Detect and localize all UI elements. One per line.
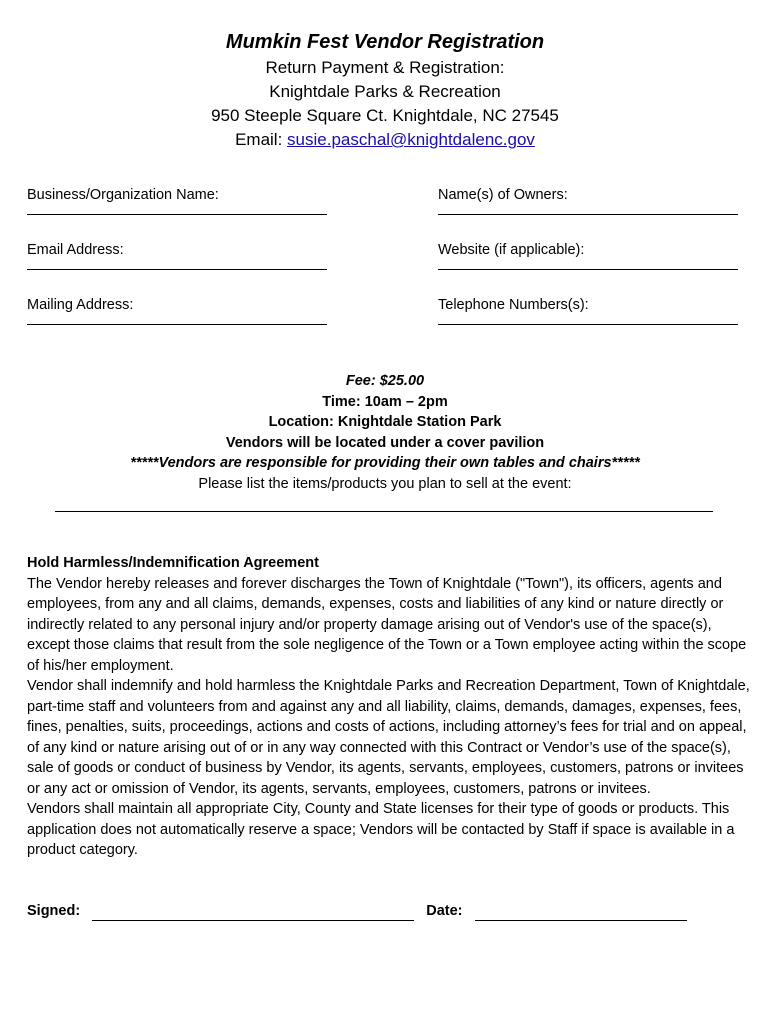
- business-name-label: Business/Organization Name:: [27, 187, 219, 203]
- agreement-licenses-paragraph: Vendors shall maintain all appropriate City, County and State licenses for their type of goods or products. This application does not automatically reserve a space; Vendors will be contacted by Staff if space is available in a product category.: [27, 801, 735, 858]
- email-link[interactable]: susie.paschal@knightdalenc.gov: [287, 130, 535, 149]
- tables-notice: *****Vendors are responsible for providing their own tables and chairs*****: [130, 455, 640, 472]
- mailing-address-blank[interactable]: [27, 324, 327, 325]
- signature-blank[interactable]: [92, 906, 414, 921]
- agreement-release-paragraph: The Vendor hereby releases and forever discharges the Town of Knightdale ("Town"), its officers, agents and employees, from any and all claims, demands, expenses, costs and liabilities of any kind or nature directly or indirectly related to any personal injury and/or property damage arising out of Vendor's use of the space(s), except those claims that result from the sole negligence of the Town or a Town employee acting within the scope of his/her employment.: [27, 575, 747, 674]
- email-address-field[interactable]: [27, 241, 327, 270]
- items-blank[interactable]: [55, 511, 713, 512]
- email-address-blank[interactable]: [27, 269, 327, 270]
- website-label: Website (if applicable):: [438, 242, 585, 258]
- mailing-address-field[interactable]: [27, 296, 327, 325]
- form-header: [0, 28, 770, 152]
- department-name: Knightdale Parks & Recreation: [269, 82, 501, 101]
- fee-text: Fee: $25.00: [345, 373, 425, 389]
- hold-harmless-agreement: [27, 553, 752, 861]
- email-line: [0, 128, 770, 152]
- signed-label: Signed:: [27, 903, 81, 919]
- telephone-field[interactable]: [438, 296, 738, 325]
- date-label: Date:: [426, 903, 463, 919]
- location-text: Location: Knightdale Station Park: [268, 414, 502, 431]
- event-details: [0, 371, 770, 495]
- items-prompt: Please list the items/products you plan to sell at the event:: [198, 475, 572, 492]
- signature-row: [27, 901, 752, 921]
- website-blank[interactable]: [438, 269, 738, 270]
- agreement-indemnify-paragraph: Vendor shall indemnify and hold harmless the Knightdale Parks and Recreation Department, Town of Knightdale, part-time staff and volunteers from and against any and all liability, claims, demands, damages, expenses, fees, fines, penalties, suits, proceedings, actions and costs of actions, including attorney’s fees for trial and on appeal, of any kind or nature arising out of or in any way connected with this Contract or Vendor’s use of the space(s), sale of goods or conduct of business by Vendor, its agents, servants, employees, customers, patrons or invitees or any act or omission of Vendor, its agents, servants, employees, customers, patrons or invitees.: [27, 678, 750, 797]
- website-field[interactable]: [438, 241, 738, 270]
- mailing-address-line: 950 Steeple Square Ct. Knightdale, NC 27545: [211, 106, 559, 125]
- form-title: Mumkin Fest Vendor Registration: [225, 31, 545, 53]
- email-address-label: Email Address:: [27, 242, 124, 258]
- email-label: Email:: [235, 130, 288, 149]
- mailing-address-label: Mailing Address:: [27, 297, 134, 313]
- business-name-field[interactable]: [27, 186, 327, 215]
- business-name-blank[interactable]: [27, 214, 327, 215]
- pavilion-text: Vendors will be located under a cover pavilion: [225, 434, 545, 451]
- owners-blank[interactable]: [438, 214, 738, 215]
- time-text: Time: 10am – 2pm: [322, 393, 448, 410]
- owners-label: Name(s) of Owners:: [438, 187, 568, 203]
- telephone-blank[interactable]: [438, 324, 738, 325]
- date-blank[interactable]: [475, 906, 687, 921]
- telephone-label: Telephone Numbers(s):: [438, 297, 589, 313]
- agreement-heading: Hold Harmless/Indemnification Agreement: [27, 555, 319, 571]
- return-instructions: Return Payment & Registration:: [265, 58, 505, 77]
- owners-field[interactable]: [438, 186, 738, 215]
